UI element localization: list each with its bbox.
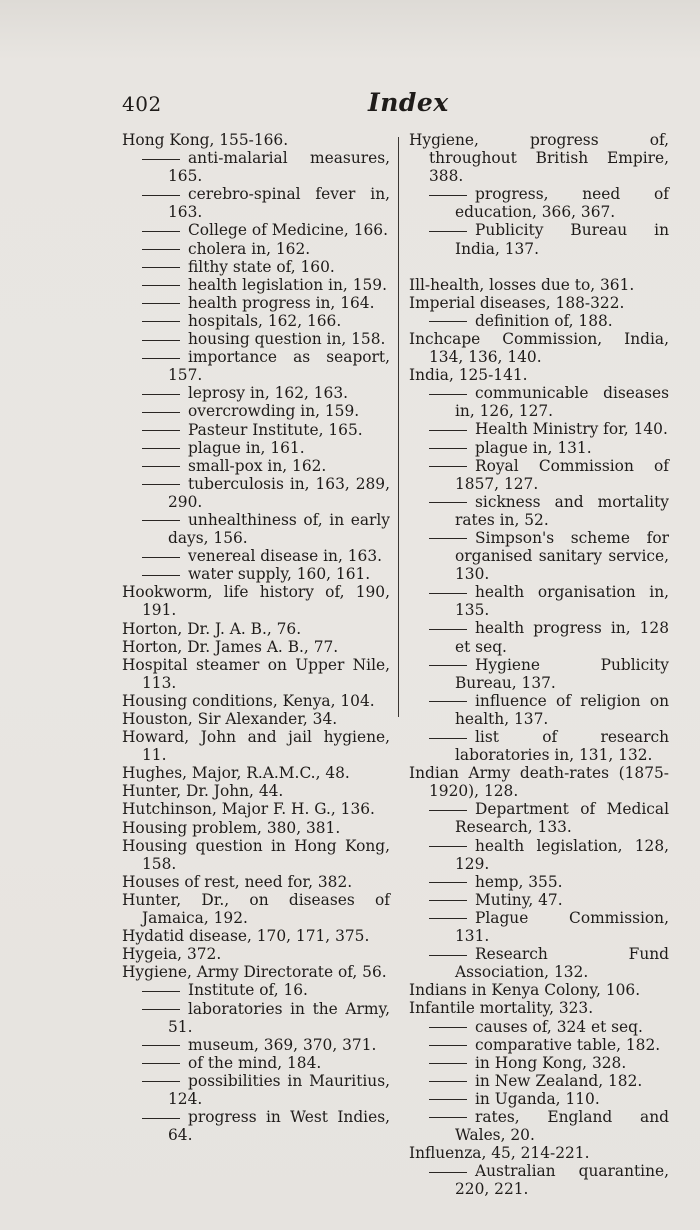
entry-text: Housing problem, 380, 381. bbox=[122, 818, 341, 837]
index-subentry bbox=[409, 1090, 669, 1108]
entry-text: Howard, John and jail hygiene, 11. bbox=[122, 728, 390, 765]
entry-text: cholera in, 162. bbox=[188, 239, 311, 258]
index-subentry bbox=[122, 240, 390, 258]
repeat-dash bbox=[429, 593, 467, 594]
repeat-dash bbox=[429, 738, 467, 739]
repeat-dash bbox=[429, 430, 467, 431]
entry-text: Mutiny, 47. bbox=[475, 890, 563, 909]
index-entry bbox=[122, 891, 390, 927]
entry-text: Influenza, 45, 214-221. bbox=[409, 1144, 590, 1163]
index-subentry bbox=[122, 981, 390, 999]
index-subentry bbox=[122, 402, 390, 420]
repeat-dash bbox=[142, 285, 180, 286]
repeat-dash bbox=[142, 991, 180, 992]
entry-text: health progress in, 164. bbox=[188, 293, 375, 312]
repeat-dash bbox=[429, 810, 467, 811]
entry-text: plague in, 131. bbox=[475, 438, 592, 457]
index-entry bbox=[122, 963, 390, 981]
entry-text: anti-malarial measures, 165. bbox=[168, 149, 390, 186]
entry-text: communicable diseases in, 126, 127. bbox=[455, 384, 669, 421]
entry-text: hospitals, 162, 166. bbox=[188, 311, 342, 330]
entry-text: unhealthiness of, in early days, 156. bbox=[168, 510, 390, 548]
entry-text: Hygeia, 372. bbox=[122, 945, 222, 964]
index-entry bbox=[122, 873, 390, 891]
entry-text: small-pox in, 162. bbox=[188, 456, 327, 475]
index-subentry bbox=[409, 493, 669, 529]
repeat-dash bbox=[429, 231, 467, 232]
entry-text: rates, England and Wales, 20. bbox=[455, 1107, 669, 1145]
repeat-dash bbox=[142, 466, 180, 467]
index-subentry bbox=[122, 258, 390, 276]
repeat-dash bbox=[429, 321, 467, 322]
index-entry bbox=[409, 366, 669, 384]
index-entry bbox=[122, 837, 390, 873]
index-subentry bbox=[409, 439, 669, 457]
page-title: Index bbox=[368, 88, 449, 117]
entry-text: progress in West Indies, 64. bbox=[168, 1108, 390, 1145]
entry-text: hemp, 355. bbox=[475, 872, 563, 891]
index-subentry bbox=[409, 1018, 669, 1036]
entry-text: housing question in, 158. bbox=[188, 330, 386, 349]
index-subentry bbox=[409, 185, 669, 221]
entry-text: Hospital steamer on Upper Nile, 113. bbox=[122, 655, 390, 692]
index-subentry bbox=[409, 619, 669, 655]
entry-text: influence of religion on health, 137. bbox=[455, 691, 669, 728]
entry-text: Housing question in Hong Kong, 158. bbox=[122, 836, 390, 873]
entry-text: venereal disease in, 163. bbox=[188, 547, 383, 566]
entry-text: Plague Commission, 131. bbox=[455, 908, 669, 946]
entry-text: Hygiene Publicity Bureau, 137. bbox=[455, 655, 669, 692]
index-subentry bbox=[122, 439, 390, 457]
repeat-dash bbox=[142, 412, 180, 413]
index-subentry bbox=[122, 1072, 390, 1108]
entry-text: causes of, 324 et seq. bbox=[475, 1017, 643, 1036]
entry-text: Publicity Bureau in India, 137. bbox=[455, 221, 669, 258]
entry-text: definition of, 188. bbox=[475, 311, 613, 330]
entry-text: in Uganda, 110. bbox=[475, 1089, 600, 1108]
index-subentry bbox=[409, 312, 669, 330]
repeat-dash bbox=[142, 1081, 180, 1082]
repeat-dash bbox=[429, 448, 467, 449]
entry-text: sickness and mortality rates in, 52. bbox=[455, 492, 669, 529]
index-entry bbox=[122, 638, 390, 656]
repeat-dash bbox=[142, 303, 180, 304]
entry-text: comparative table, 182. bbox=[475, 1035, 661, 1054]
entry-text: of the mind, 184. bbox=[188, 1053, 322, 1072]
index-entry bbox=[409, 276, 669, 294]
repeat-dash bbox=[429, 1081, 467, 1082]
entry-text: Indian Army death-rates (1875-1920), 128. bbox=[409, 764, 669, 801]
index-entry bbox=[409, 330, 669, 366]
repeat-dash bbox=[429, 701, 467, 702]
index-subentry bbox=[409, 656, 669, 692]
index-subentry bbox=[122, 1000, 390, 1036]
entry-text: Horton, Dr. James A. B., 77. bbox=[122, 637, 339, 656]
entry-text: Institute of, 16. bbox=[188, 981, 308, 1000]
entry-text: overcrowding in, 159. bbox=[188, 402, 360, 421]
entry-text: Hygiene, Army Directorate of, 56. bbox=[122, 963, 387, 982]
repeat-dash bbox=[142, 394, 180, 395]
index-subentry bbox=[122, 276, 390, 294]
index-subentry bbox=[122, 330, 390, 348]
index-entry bbox=[122, 131, 390, 149]
repeat-dash bbox=[429, 1099, 467, 1100]
entry-text: Housing conditions, Kenya, 104. bbox=[122, 691, 375, 710]
index-subentry bbox=[122, 547, 390, 565]
entry-text: Imperial diseases, 188-322. bbox=[409, 293, 625, 312]
index-entry bbox=[122, 620, 390, 638]
entry-text: laboratories in the Army, 51. bbox=[168, 999, 390, 1036]
index-entry bbox=[122, 927, 390, 945]
index-subentry bbox=[409, 1072, 669, 1090]
index-subentry bbox=[122, 384, 390, 402]
index-entry bbox=[409, 131, 669, 185]
repeat-dash bbox=[429, 918, 467, 919]
index-subentry bbox=[409, 221, 669, 257]
entry-text: Horton, Dr. J. A. B., 76. bbox=[122, 619, 302, 638]
repeat-dash bbox=[142, 1118, 180, 1119]
index-subentry bbox=[409, 945, 669, 981]
repeat-dash bbox=[142, 484, 180, 485]
repeat-dash bbox=[429, 846, 467, 847]
repeat-dash bbox=[429, 466, 467, 467]
entry-text: Infantile mortality, 323. bbox=[409, 999, 594, 1018]
repeat-dash bbox=[142, 1009, 180, 1010]
page-number: 402 bbox=[122, 92, 162, 116]
index-subentry bbox=[409, 420, 669, 438]
entry-text: health legislation, 128, 129. bbox=[455, 836, 669, 873]
index-entry bbox=[409, 999, 669, 1017]
index-entry bbox=[122, 800, 390, 818]
index-subentry bbox=[122, 149, 390, 185]
entry-text: Hunter, Dr. John, 44. bbox=[122, 782, 284, 801]
entry-text: Health Ministry for, 140. bbox=[475, 420, 668, 439]
entry-text: Hookworm, life history of, 190, 191. bbox=[122, 583, 390, 620]
index-subentry bbox=[409, 873, 669, 891]
index-subentry bbox=[409, 529, 669, 583]
entry-text: Hutchinson, Major F. H. G., 136. bbox=[122, 800, 375, 819]
repeat-dash bbox=[142, 520, 180, 521]
index-column-left bbox=[122, 131, 390, 1144]
index-subentry bbox=[409, 583, 669, 619]
repeat-dash bbox=[142, 195, 180, 196]
entry-text: in New Zealand, 182. bbox=[475, 1071, 643, 1090]
repeat-dash bbox=[429, 882, 467, 883]
index-subentry bbox=[122, 1054, 390, 1072]
entry-text: Houses of rest, need for, 382. bbox=[122, 872, 353, 891]
index-subentry bbox=[409, 1054, 669, 1072]
repeat-dash bbox=[429, 900, 467, 901]
repeat-dash bbox=[429, 1063, 467, 1064]
repeat-dash bbox=[429, 1027, 467, 1028]
entry-text: Royal Commission of 1857, 127. bbox=[455, 456, 669, 493]
repeat-dash bbox=[429, 502, 467, 503]
index-entry bbox=[409, 1144, 669, 1162]
index-subentry bbox=[122, 511, 390, 547]
repeat-dash bbox=[142, 159, 180, 160]
index-subentry bbox=[122, 312, 390, 330]
index-entry bbox=[122, 656, 390, 692]
repeat-dash bbox=[142, 249, 180, 250]
index-subentry bbox=[409, 728, 669, 764]
repeat-dash bbox=[429, 394, 467, 395]
entry-text: museum, 369, 370, 371. bbox=[188, 1035, 377, 1054]
repeat-dash bbox=[142, 340, 180, 341]
index-subentry bbox=[122, 1108, 390, 1144]
entry-text: Indians in Kenya Colony, 106. bbox=[409, 981, 641, 1000]
entry-text: College of Medicine, 166. bbox=[188, 221, 388, 240]
index-entry bbox=[122, 945, 390, 963]
index-entry bbox=[122, 764, 390, 782]
entry-text: plague in, 161. bbox=[188, 438, 305, 457]
index-subentry bbox=[122, 221, 390, 239]
index-subentry bbox=[409, 1108, 669, 1144]
index-entry bbox=[409, 981, 669, 999]
index-subentry bbox=[409, 800, 669, 836]
index-subentry bbox=[409, 384, 669, 420]
entry-text: filthy state of, 160. bbox=[188, 257, 335, 276]
repeat-dash bbox=[142, 430, 180, 431]
entry-text: Pasteur Institute, 165. bbox=[188, 420, 363, 439]
entry-text: Inchcape Commission, India, 134, 136, 140. bbox=[409, 329, 669, 367]
repeat-dash bbox=[142, 358, 180, 359]
index-entry bbox=[122, 819, 390, 837]
index-subentry bbox=[409, 1036, 669, 1054]
entry-text: cerebro-spinal fever in, 163. bbox=[168, 185, 390, 222]
repeat-dash bbox=[142, 267, 180, 268]
index-entry bbox=[122, 692, 390, 710]
repeat-dash bbox=[429, 665, 467, 666]
entry-text: health legislation in, 159. bbox=[188, 275, 387, 294]
entry-text: list of research laboratories in, 131, 132. bbox=[455, 728, 669, 765]
entry-text: Hong Kong, 155-166. bbox=[122, 131, 289, 149]
entry-text: health organisation in, 135. bbox=[455, 583, 669, 620]
entry-text: India, 125-141. bbox=[409, 366, 528, 385]
index-subentry bbox=[122, 565, 390, 583]
index-subentry bbox=[409, 1162, 669, 1198]
index-subentry bbox=[409, 837, 669, 873]
index-subentry bbox=[409, 909, 669, 945]
entry-text: health progress in, 128 et seq. bbox=[455, 619, 669, 656]
repeat-dash bbox=[142, 231, 180, 232]
index-entry bbox=[122, 728, 390, 764]
index-subentry bbox=[122, 294, 390, 312]
repeat-dash bbox=[142, 1045, 180, 1046]
entry-text: Hunter, Dr., on diseases of Jamaica, 192. bbox=[122, 890, 390, 928]
repeat-dash bbox=[142, 448, 180, 449]
entry-text: Hughes, Major, R.A.M.C., 48. bbox=[122, 764, 350, 783]
index-subentry bbox=[122, 1036, 390, 1054]
entry-text: Houston, Sir Alexander, 34. bbox=[122, 710, 338, 728]
column-divider bbox=[398, 137, 399, 717]
entry-text: Hygiene, progress of, throughout British Empire, 388. bbox=[409, 131, 669, 186]
index-subentry bbox=[122, 475, 390, 511]
index-subentry bbox=[409, 692, 669, 728]
repeat-dash bbox=[429, 195, 467, 196]
repeat-dash bbox=[142, 321, 180, 322]
repeat-dash bbox=[429, 629, 467, 630]
entry-text: progress, need of education, 366, 367. bbox=[455, 185, 669, 222]
entry-text: leprosy in, 162, 163. bbox=[188, 384, 349, 403]
index-entry bbox=[122, 782, 390, 800]
entry-text: Australian quarantine, 220, 221. bbox=[455, 1162, 669, 1199]
index-subentry bbox=[409, 891, 669, 909]
repeat-dash bbox=[429, 538, 467, 539]
index-subentry bbox=[122, 348, 390, 384]
repeat-dash bbox=[429, 1045, 467, 1046]
repeat-dash bbox=[142, 575, 180, 576]
index-entry bbox=[122, 583, 390, 619]
repeat-dash bbox=[429, 955, 467, 956]
repeat-dash bbox=[429, 1172, 467, 1173]
entry-text: Department of Medical Research, 133. bbox=[455, 800, 669, 837]
entry-text: Ill-health, losses due to, 361. bbox=[409, 275, 635, 294]
entry-text: water supply, 160, 161. bbox=[188, 565, 371, 584]
index-entry bbox=[409, 294, 669, 312]
index-entry bbox=[409, 764, 669, 800]
index-subentry bbox=[122, 457, 390, 475]
entry-text: importance as seaport, 157. bbox=[168, 348, 390, 385]
entry-text: possibilities in Mauritius, 124. bbox=[168, 1071, 390, 1108]
entry-text: in Hong Kong, 328. bbox=[475, 1053, 627, 1072]
entry-text: Research Fund Association, 132. bbox=[455, 945, 669, 982]
entry-text: tuberculosis in, 163, 289, 290. bbox=[168, 474, 390, 511]
index-subentry bbox=[122, 185, 390, 221]
index-entry bbox=[122, 710, 390, 728]
entry-text: Hydatid disease, 170, 171, 375. bbox=[122, 927, 370, 946]
index-column-right bbox=[409, 131, 669, 1198]
repeat-dash bbox=[429, 1117, 467, 1118]
index-subentry bbox=[122, 421, 390, 439]
repeat-dash bbox=[142, 557, 180, 558]
repeat-dash bbox=[142, 1063, 180, 1064]
index-subentry bbox=[409, 457, 669, 493]
entry-text: Simpson's scheme for organised sanitary service, 130. bbox=[455, 528, 669, 584]
